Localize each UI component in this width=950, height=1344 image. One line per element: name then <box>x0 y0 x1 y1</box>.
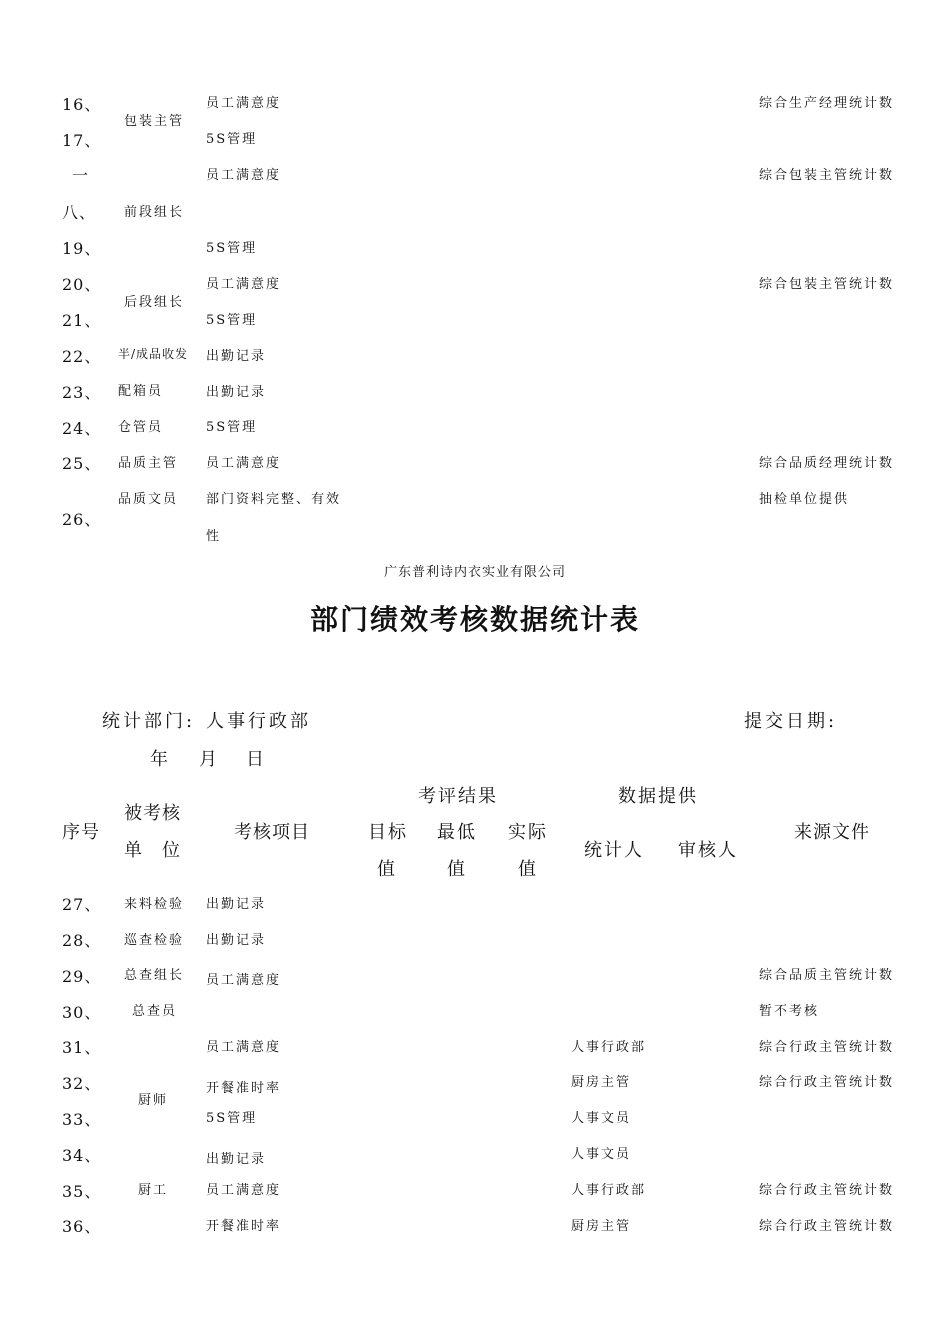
item-cell: 开餐准时率 <box>206 1219 282 1234</box>
stat-person-cell: 人事行政部 <box>571 1040 647 1055</box>
item-cell: 出勤记录 <box>206 349 267 364</box>
item-cell: 5S管理 <box>206 241 258 256</box>
row-number: 29、 <box>62 967 102 986</box>
row-number: 27、 <box>62 895 102 914</box>
unit-cell: 总查组长 <box>124 968 185 983</box>
row-number: 22、 <box>62 347 102 366</box>
row-number: 23、 <box>62 383 102 402</box>
unit-cell: 巡查检验 <box>124 933 185 948</box>
date-year: 年 <box>150 749 171 770</box>
stat-person-cell: 厨房主管 <box>571 1075 632 1090</box>
header-target: 目标 <box>368 822 408 843</box>
item-cell: 员工满意度 <box>206 973 282 988</box>
item-cell: 员工满意度 <box>206 1040 282 1055</box>
row-number: 24、 <box>62 419 102 438</box>
stat-person-cell: 人事文员 <box>571 1111 632 1126</box>
header-data-provide: 数据提供 <box>618 786 698 807</box>
item-cell: 员工满意度 <box>206 456 282 471</box>
item-cell: 5S管理 <box>206 313 258 328</box>
header-actual: 值 <box>518 859 539 880</box>
source-cell: 抽检单位提供 <box>759 492 850 507</box>
unit-cell: 半/成品收发 <box>118 347 189 361</box>
dept-value: 人事行政部 <box>206 711 311 732</box>
unit-cell: 包装主管 <box>124 114 185 129</box>
unit-cell: 来料检验 <box>124 897 185 912</box>
row-number: 36、 <box>62 1217 102 1236</box>
stat-person-cell: 厨房主管 <box>571 1219 632 1234</box>
source-cell: 综合生产经理统计数 <box>759 96 895 111</box>
header-actual: 实际 <box>508 822 548 843</box>
row-number: 19、 <box>62 239 102 258</box>
row-number: 八、 <box>62 203 97 222</box>
header-seq: 序号 <box>62 822 100 843</box>
source-cell: 综合品质经理统计数 <box>759 456 895 471</box>
row-number: 16、 <box>62 95 102 114</box>
date-day: 日 <box>246 749 267 770</box>
page-title: 部门绩效考核数据统计表 <box>309 603 640 636</box>
item-cell: 5S管理 <box>206 1111 258 1126</box>
item-cell: 员工满意度 <box>206 168 282 183</box>
row-number: 26、 <box>62 510 102 529</box>
source-cell: 综合品质主管统计数 <box>759 968 895 983</box>
source-cell: 综合行政主管统计数 <box>759 1075 895 1090</box>
source-cell: 综合行政主管统计数 <box>759 1040 895 1055</box>
row-number: 28、 <box>62 931 102 950</box>
header-min: 最低 <box>437 822 477 843</box>
header-min: 值 <box>447 859 468 880</box>
unit-cell: 配箱员 <box>118 384 164 399</box>
item-cell: 性 <box>206 529 222 544</box>
item-cell: 出勤记录 <box>206 1152 267 1167</box>
item-cell: 开餐准时率 <box>206 1081 282 1096</box>
item-cell: 员工满意度 <box>206 1183 282 1198</box>
header-unit: 被考核 <box>124 803 181 824</box>
header-target: 值 <box>377 859 398 880</box>
unit-cell: 品质主管 <box>118 456 179 471</box>
header-source: 来源文件 <box>794 822 870 843</box>
item-cell: 员工满意度 <box>206 277 282 292</box>
row-number: 30、 <box>62 1003 102 1022</box>
source-cell: 综合包装主管统计数 <box>759 277 895 292</box>
item-cell: 出勤记录 <box>206 385 267 400</box>
company-name: 广东普利诗内衣实业有限公司 <box>383 565 566 580</box>
row-number: 32、 <box>62 1074 102 1093</box>
source-cell: 综合包装主管统计数 <box>759 168 895 183</box>
unit-cell: 总查员 <box>132 1004 178 1019</box>
submit-date-label: 提交日期: <box>744 711 838 732</box>
date-month: 月 <box>199 749 220 770</box>
item-cell: 出勤记录 <box>206 933 267 948</box>
header-stat-person: 统计人 <box>584 840 644 861</box>
item-cell: 出勤记录 <box>206 897 267 912</box>
stat-person-cell: 人事文员 <box>571 1147 632 1162</box>
source-cell: 综合行政主管统计数 <box>759 1219 895 1234</box>
dept-label: 统计部门: <box>102 711 196 732</box>
item-cell: 部门资料完整、有效 <box>206 492 342 507</box>
source-cell: 暂不考核 <box>759 1004 820 1019</box>
header-reviewer: 审核人 <box>678 840 738 861</box>
header-result: 考评结果 <box>418 786 498 807</box>
stat-person-cell: 人事行政部 <box>571 1183 647 1198</box>
row-number: 21、 <box>62 311 102 330</box>
item-cell: 5S管理 <box>206 420 258 435</box>
unit-cell: 前段组长 <box>124 205 185 220</box>
row-number: 33、 <box>62 1110 102 1129</box>
unit-cell: 后段组长 <box>124 295 185 310</box>
row-number: 35、 <box>62 1182 102 1201</box>
source-cell: 综合行政主管统计数 <box>759 1183 895 1198</box>
row-number: 20、 <box>62 275 102 294</box>
item-cell: 5S管理 <box>206 132 258 147</box>
unit-cell: 厨师 <box>138 1093 169 1108</box>
unit-cell: 品质文员 <box>118 492 179 507</box>
unit-cell: 厨工 <box>138 1183 169 1198</box>
row-number: 34、 <box>62 1146 102 1165</box>
header-unit: 单 位 <box>124 840 181 861</box>
header-item: 考核项目 <box>234 822 310 843</box>
row-number: 一 <box>72 166 90 185</box>
row-number: 25、 <box>62 454 102 473</box>
item-cell: 员工满意度 <box>206 96 282 111</box>
unit-cell: 仓管员 <box>118 420 164 435</box>
row-number: 31、 <box>62 1038 102 1057</box>
row-number: 17、 <box>62 131 102 150</box>
